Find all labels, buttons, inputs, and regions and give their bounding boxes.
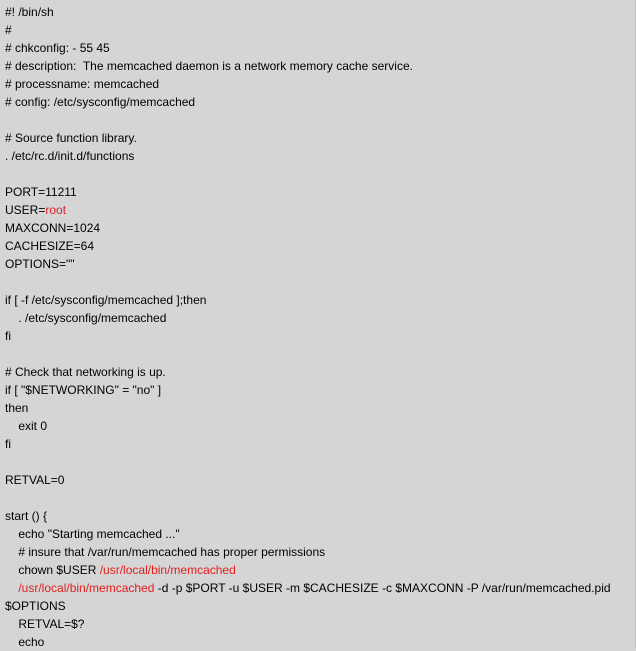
code-line: #! /bin/sh (5, 5, 54, 19)
code-line: # Check that networking is up. (5, 365, 166, 379)
code-line: # insure that /var/run/memcached has proper permissions (5, 545, 326, 559)
code-line: if [ -f /etc/sysconfig/memcached ];then (5, 293, 207, 307)
code-line (5, 201, 66, 219)
code-line: MAXCONN=1024 (5, 221, 101, 235)
highlighted-code-text: /usr/local/bin/memcached (99, 563, 236, 577)
code-line: . /etc/rc.d/init.d/functions (5, 149, 135, 163)
code-line: $OPTIONS (5, 599, 66, 613)
highlighted-code-text: /usr/local/bin/memcached (18, 581, 155, 595)
code-line: # Source function library. (5, 131, 137, 145)
code-line: # (5, 23, 12, 37)
code-line: then (5, 401, 29, 415)
code-text (5, 581, 18, 595)
code-line (5, 561, 236, 579)
code-line: fi (5, 329, 11, 343)
code-line: . /etc/sysconfig/memcached (5, 311, 167, 325)
code-line: PORT=11211 (5, 185, 77, 199)
code-line: # description: The memcached daemon is a network memory cache service. (5, 59, 413, 73)
code-text: USER= (5, 203, 46, 217)
code-text: -d -p $PORT -u $USER -m $CACHESIZE -c $MAXCONN -P /var/run/memcached.pid (154, 581, 611, 595)
code-line: # processname: memcached (5, 77, 160, 91)
code-line: # config: /etc/sysconfig/memcached (5, 95, 196, 109)
code-line: echo "Starting memcached ..." (5, 527, 180, 541)
highlighted-code-text: root (45, 203, 67, 217)
code-line: exit 0 (5, 419, 48, 433)
code-line: echo (5, 635, 45, 649)
code-line: RETVAL=$? (5, 617, 85, 631)
code-line: # chkconfig: - 55 45 (5, 41, 110, 55)
code-line: if [ "$NETWORKING" = "no" ] (5, 383, 162, 397)
code-line: OPTIONS="" (5, 257, 75, 271)
code-line: RETVAL=0 (5, 473, 65, 487)
code-line: start () { (5, 509, 48, 523)
code-line: CACHESIZE=64 (5, 239, 95, 253)
code-line (5, 579, 611, 597)
code-line: fi (5, 437, 11, 451)
code-text: chown $USER (5, 563, 100, 577)
